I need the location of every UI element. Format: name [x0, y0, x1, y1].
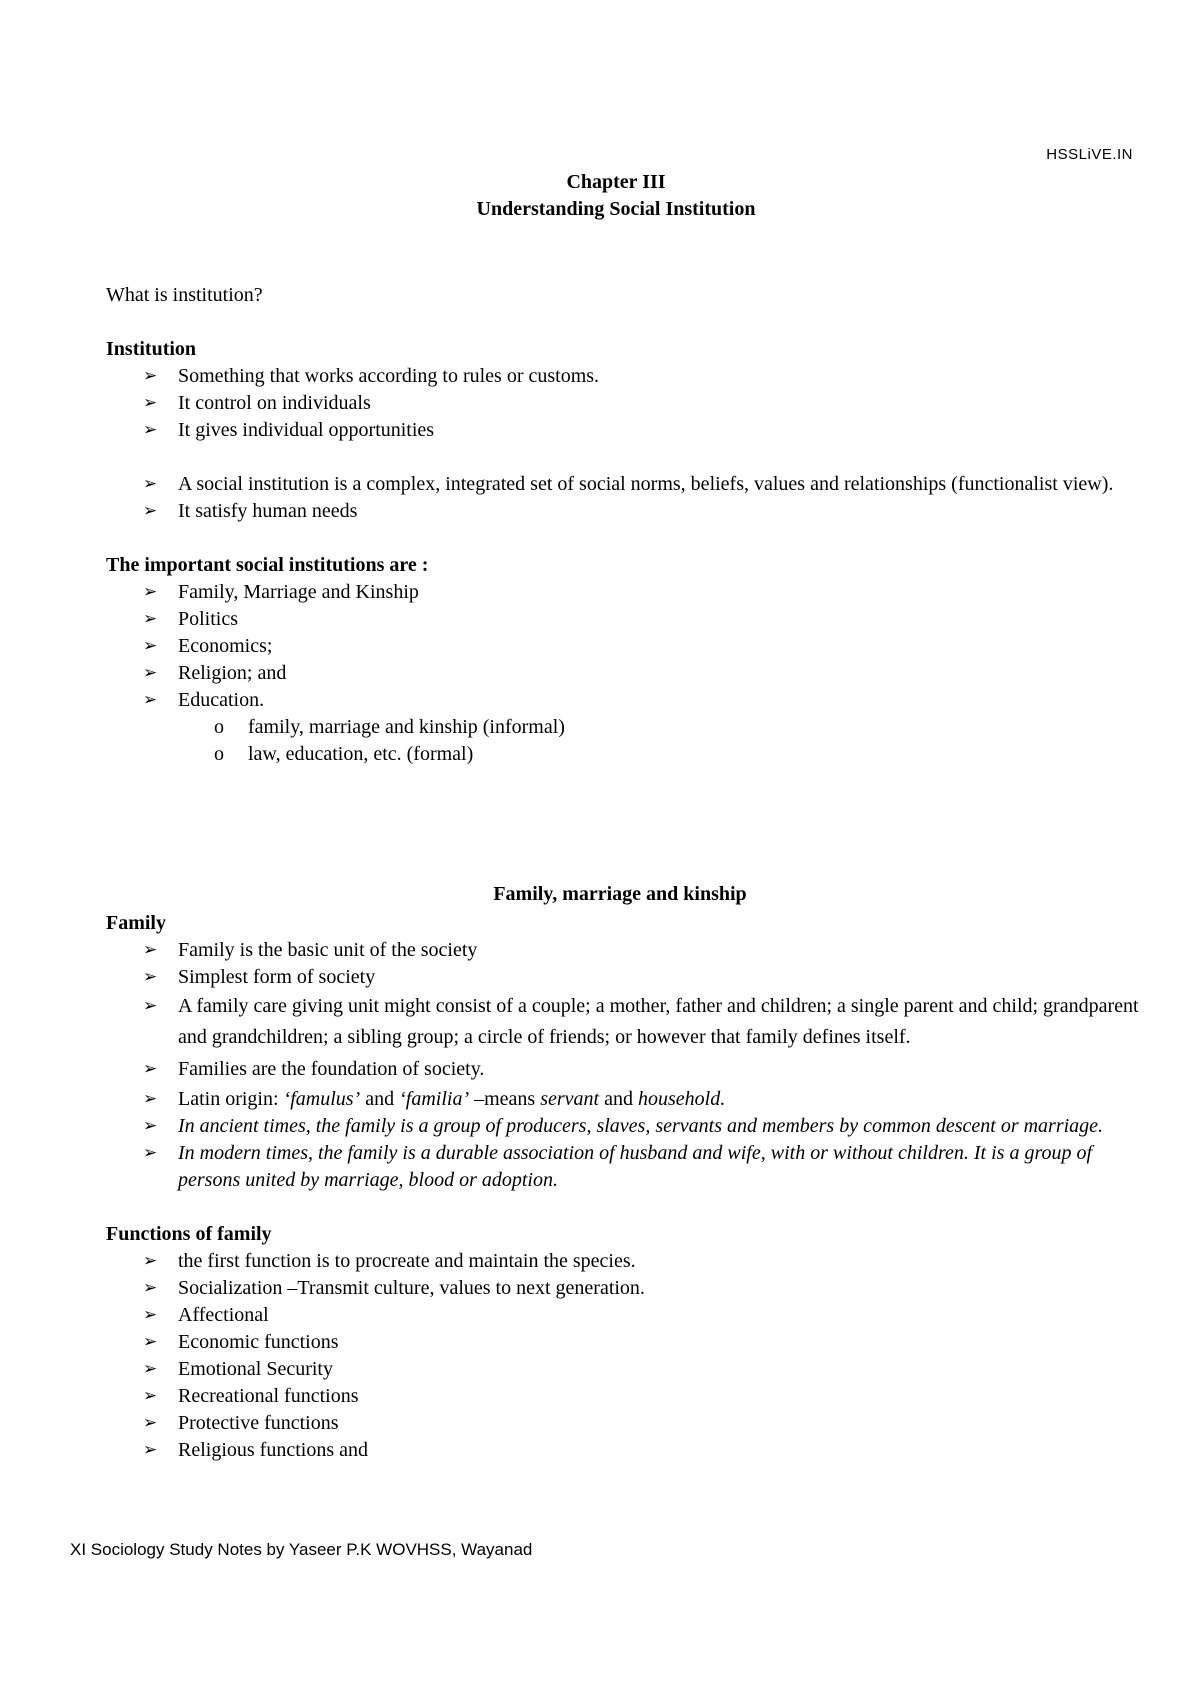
list-item: ➢ Socialization –Transmit culture, values to next generation.	[106, 1275, 1141, 1302]
chapter-title: Chapter III	[566, 171, 666, 193]
functions-heading: Functions of family	[106, 1223, 272, 1245]
list-item: ➢ Education.	[106, 687, 1141, 714]
important-list	[106, 579, 1141, 714]
list-item: ➢ It satisfy human needs	[106, 498, 1141, 525]
list-item: ➢ It control on individuals	[106, 390, 1141, 417]
list-item: o family, marriage and kinship (informal)	[106, 714, 1141, 741]
functions-list	[106, 1248, 1141, 1464]
list-item: ➢ In ancient times, the family is a group of producers, slaves, servants and members by common descent or marriage.	[106, 1113, 1141, 1140]
arrow-bullet-icon: ➢	[143, 636, 158, 656]
arrow-bullet-icon: ➢	[143, 1386, 158, 1406]
list-item: ➢ Family, Marriage and Kinship	[106, 579, 1141, 606]
list-item: ➢ Religion; and	[106, 660, 1141, 687]
arrow-bullet-icon: ➢	[143, 1440, 158, 1460]
list-item: ➢ Religious functions and	[106, 1437, 1141, 1464]
list-item: o law, education, etc. (formal)	[106, 741, 1141, 768]
site-watermark: HSSLiVE.IN	[1046, 146, 1133, 163]
list-item: ➢ Something that works according to rules or customs.	[106, 363, 1141, 390]
arrow-bullet-icon: ➢	[143, 1413, 158, 1433]
arrow-bullet-icon: ➢	[143, 1359, 158, 1379]
list-item: ➢ Politics	[106, 606, 1141, 633]
arrow-bullet-icon: ➢	[143, 501, 158, 521]
list-item: ➢ the first function is to procreate and maintain the species.	[106, 1248, 1141, 1275]
arrow-bullet-icon: ➢	[143, 420, 158, 440]
family-section	[106, 910, 1141, 1464]
arrow-bullet-icon: ➢	[143, 1332, 158, 1352]
list-item: ➢ Emotional Security	[106, 1356, 1141, 1383]
circle-bullet-icon: o	[214, 743, 224, 765]
important-sublist	[106, 714, 1141, 768]
family-heading: Family	[106, 912, 166, 934]
arrow-bullet-icon: ➢	[143, 996, 158, 1016]
list-item: ➢ A social institution is a complex, integrated set of social norms, beliefs, values and relationships (functionalist view).	[106, 471, 1141, 498]
question-text: What is institution?	[106, 284, 263, 306]
list-item: ➢ Economics;	[106, 633, 1141, 660]
section-heading: Family, marriage and kinship	[493, 883, 747, 905]
institution-list	[106, 363, 1141, 444]
list-item: ➢ Economic functions	[106, 1329, 1141, 1356]
important-heading: The important social institutions are :	[106, 554, 429, 576]
arrow-bullet-icon: ➢	[143, 366, 158, 386]
list-item	[106, 1086, 1141, 1113]
list-item: ➢ Family is the basic unit of the society	[106, 937, 1141, 964]
arrow-bullet-icon: ➢	[143, 1305, 158, 1325]
list-item: ➢ In modern times, the family is a durable association of husband and wife, with or without children. It is a group of persons united by marriage, blood or adoption.	[143, 1142, 1093, 1191]
arrow-bullet-icon: ➢	[143, 393, 158, 413]
list-item: ➢ A family care giving unit might consist of a couple; a mother, father and children; a single parent and child; grandparent and grandchildren; a sibling group; a circle of friends; or however that family defines itself.	[106, 991, 1141, 1053]
circle-bullet-icon: o	[214, 716, 224, 738]
arrow-bullet-icon: ➢	[143, 940, 158, 960]
list-item: ➢ Families are the foundation of society.	[106, 1056, 1141, 1083]
chapter-subtitle: Understanding Social Institution	[476, 198, 756, 220]
institution-heading: Institution	[106, 338, 197, 360]
arrow-bullet-icon: ➢	[143, 609, 158, 629]
arrow-bullet-icon: ➢	[143, 474, 158, 494]
arrow-bullet-icon: ➢	[143, 1251, 158, 1271]
institution-list-2	[106, 471, 1141, 525]
list-item: ➢ It gives individual opportunities	[106, 417, 1141, 444]
arrow-bullet-icon: ➢	[143, 582, 158, 602]
footer-note: XI Sociology Study Notes by Yaseer P.K WOVHSS, Wayanad	[70, 1540, 533, 1559]
arrow-bullet-icon: ➢	[143, 967, 158, 987]
arrow-bullet-icon: ➢	[143, 1089, 158, 1109]
arrow-bullet-icon: ➢	[143, 1116, 158, 1136]
arrow-bullet-icon: ➢	[143, 1278, 158, 1298]
list-item: ➢ Protective functions	[106, 1410, 1141, 1437]
arrow-bullet-icon: ➢	[143, 663, 158, 683]
list-item: ➢ Simplest form of society	[106, 964, 1141, 991]
arrow-bullet-icon: ➢	[143, 690, 158, 710]
arrow-bullet-icon: ➢	[143, 1143, 158, 1163]
institution-section	[106, 282, 1141, 768]
latin-origin-line: Latin origin: ‘famulus’ and ‘familia’ –means servant and household.	[178, 1088, 726, 1110]
list-item: ➢ Affectional	[106, 1302, 1141, 1329]
list-item: ➢ Recreational functions	[106, 1383, 1141, 1410]
family-list	[106, 937, 1141, 1194]
arrow-bullet-icon: ➢	[143, 1059, 158, 1079]
